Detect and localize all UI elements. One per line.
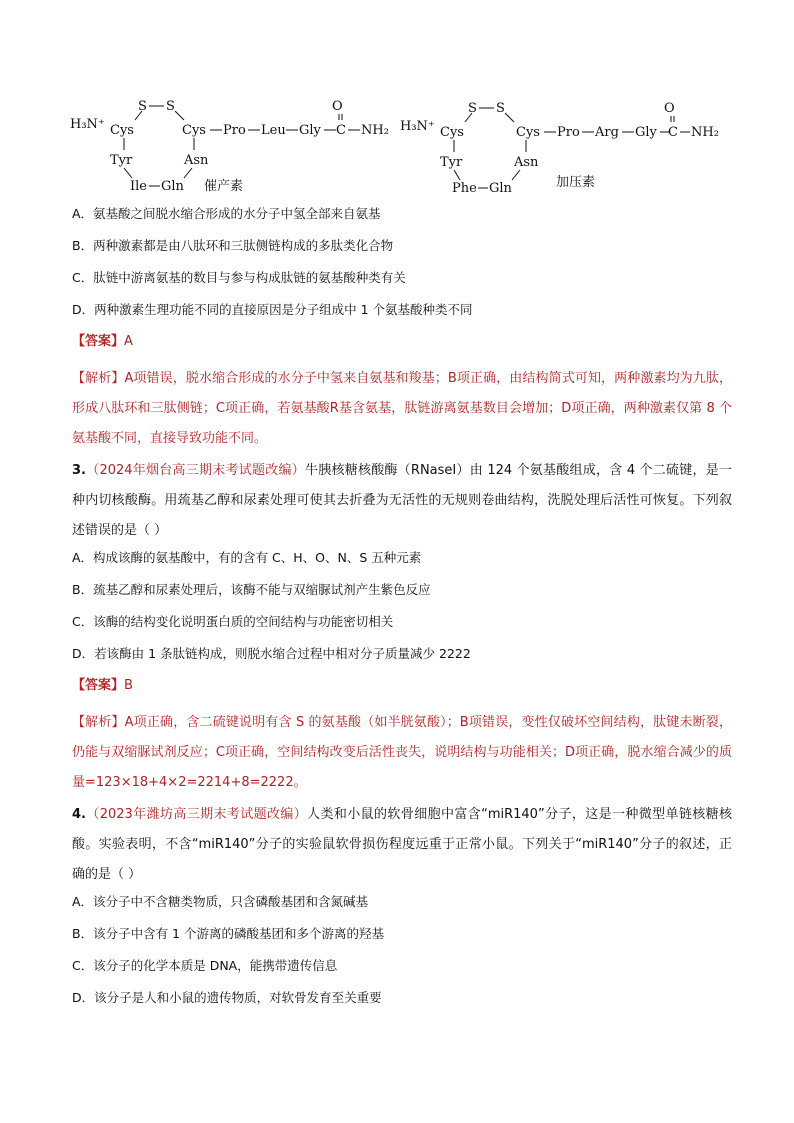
left-leu: Leu <box>261 123 286 138</box>
left-ile: Ile <box>130 179 147 194</box>
q4-stem <box>72 800 732 890</box>
q2-explanation-tag: 【解析】 <box>72 371 125 386</box>
left-c-atom: C <box>336 123 346 138</box>
left-s1: S <box>138 99 147 114</box>
right-tyr: Tyr <box>440 155 463 170</box>
right-phe: Phe <box>452 181 477 196</box>
q3-option-c: C．该酶的结构变化说明蛋白质的空间结构与功能密切相关 <box>72 614 394 629</box>
right-gln: Gln <box>489 181 512 196</box>
right-s1: S <box>468 101 477 116</box>
q2-option-a: A．氨基酸之间脱水缩合形成的水分子中氢全部来自氨基 <box>72 206 381 221</box>
q4-option-a: A．该分子中不含糖类物质，只含磷酸基团和含氮碱基 <box>72 894 369 909</box>
q2-option-c: C．肽链中游离氨基的数目与参与构成肽链的氨基酸种类有关 <box>72 270 406 285</box>
left-pro: Pro <box>223 123 246 138</box>
q4-option-b: B．该分子中含有 1 个游离的磷酸基团和多个游离的羟基 <box>72 926 384 941</box>
right-n-term: H₃N⁺ <box>400 119 435 134</box>
q2-answer-value: A <box>124 334 133 349</box>
right-asn: Asn <box>514 155 539 170</box>
q3-source: （2024年烟台高三期末考试题改编） <box>85 463 305 478</box>
q2-option-b: B．两种激素都是由八肽环和三肽侧链构成的多肽类化合物 <box>72 238 394 253</box>
oxytocin-caption: 催产素 <box>204 179 244 194</box>
left-amide: NH₂ <box>361 123 389 138</box>
left-n-term: H₃N⁺ <box>70 117 105 132</box>
q2-explanation-text: A项错误，脱水缩合形成的水分子中氢来自氨基和羧基；B项正确，由结构简式可知，两种激素均为九肽，形成八肽环和三肽侧链；C项正确，若氨基酸R基含氨基，肽链游离氨基数目会增加；D项正确，两种激素仅第 8 个氨基酸不同，直接导致功能不同。 <box>72 371 732 446</box>
oxytocin-structure <box>70 99 389 194</box>
left-gly: Gly <box>299 123 321 138</box>
left-gln: Gln <box>161 179 184 194</box>
q4-stem-text: 人类和小鼠的软骨细胞中富含“miR140”分子，这是一种微型单链核糖核酸。实验表明，不含“miR140”分子的实验鼠软骨损伤程度远重于正常小鼠。下列关于“miR140”分子的叙述，正确的是（ ） <box>72 807 733 882</box>
q2-options <box>72 204 732 320</box>
vasopressin-structure <box>400 101 719 196</box>
q2-answer-tag: 【答案】 <box>72 334 125 349</box>
q3-answer <box>72 676 732 696</box>
right-gly: Gly <box>635 125 657 140</box>
vasopressin-caption: 加压素 <box>556 175 596 190</box>
hormone-structure-figure <box>60 96 740 206</box>
q3-stem <box>72 456 732 546</box>
q4-option-d: D．该分子是人和小鼠的遗传物质，对软骨发育至关重要 <box>72 990 382 1005</box>
right-s2: S <box>496 101 505 116</box>
q2-answer <box>72 332 732 352</box>
q2-option-d: D．两种激素生理功能不同的直接原因是分子组成中 1 个氨基酸种类不同 <box>72 302 473 317</box>
q3-explanation-text: A项正确，含二硫键说明有含 S 的氨基酸（如半胱氨酸）；B项错误，变性仅破坏空间结构，肽键未断裂，仍能与双缩脲试剂反应；C项正确，空间结构改变后活性丧失，说明结构与功能相关；D项正确，脱水缩合减少的质量=123×18+4×2=2214+8=2222。 <box>72 715 732 790</box>
q2-explanation <box>72 364 732 454</box>
right-cys1: Cys <box>440 125 464 140</box>
q3-answer-tag: 【答案】 <box>72 678 125 693</box>
left-s2: S <box>166 99 175 114</box>
right-carbonyl-o: O <box>664 101 675 116</box>
q4-number: 4. <box>72 807 86 822</box>
q4-options <box>72 892 732 1008</box>
right-amide: NH₂ <box>691 125 719 140</box>
right-pro: Pro <box>557 125 580 140</box>
right-c-atom: C <box>668 125 678 140</box>
left-cys6: Cys <box>182 123 206 138</box>
q3-number: 3. <box>72 463 86 478</box>
right-arg: Arg <box>595 125 619 140</box>
q3-answer-value: B <box>124 678 133 693</box>
q3-stem-text: 牛胰核糖核酸酶（RNaseI）由 124 个氨基酸组成，含 4 个二硫键，是一种内切核酸酶。用巯基乙醇和尿素处理可使其去折叠为无活性的无规则卷曲结构，洗脱处理后活性可恢复。下列叙述错误的是（ ） <box>72 463 732 538</box>
q3-explanation <box>72 708 732 798</box>
left-cys1: Cys <box>110 123 134 138</box>
q3-option-a: A．构成该酶的氨基酸中，有的含有 C、H、O、N、S 五种元素 <box>72 550 422 565</box>
q3-option-d: D．若该酶由 1 条肽链构成，则脱水缩合过程中相对分子质量减少 2222 <box>72 646 471 661</box>
q3-options <box>72 548 732 664</box>
question-content <box>72 204 732 1020</box>
left-asn: Asn <box>184 153 209 168</box>
q3-explanation-tag: 【解析】 <box>72 715 125 730</box>
right-cys6: Cys <box>516 125 540 140</box>
left-tyr: Tyr <box>110 153 133 168</box>
left-carbonyl-o: O <box>332 99 343 114</box>
q4-source: （2023年潍坊高三期末考试题改编） <box>85 807 308 822</box>
peptide-structures-svg <box>60 96 740 206</box>
q3-option-b: B．巯基乙醇和尿素处理后，该酶不能与双缩脲试剂产生紫色反应 <box>72 582 431 597</box>
q4-option-c: C．该分子的化学本质是 DNA，能携带遗传信息 <box>72 958 338 973</box>
